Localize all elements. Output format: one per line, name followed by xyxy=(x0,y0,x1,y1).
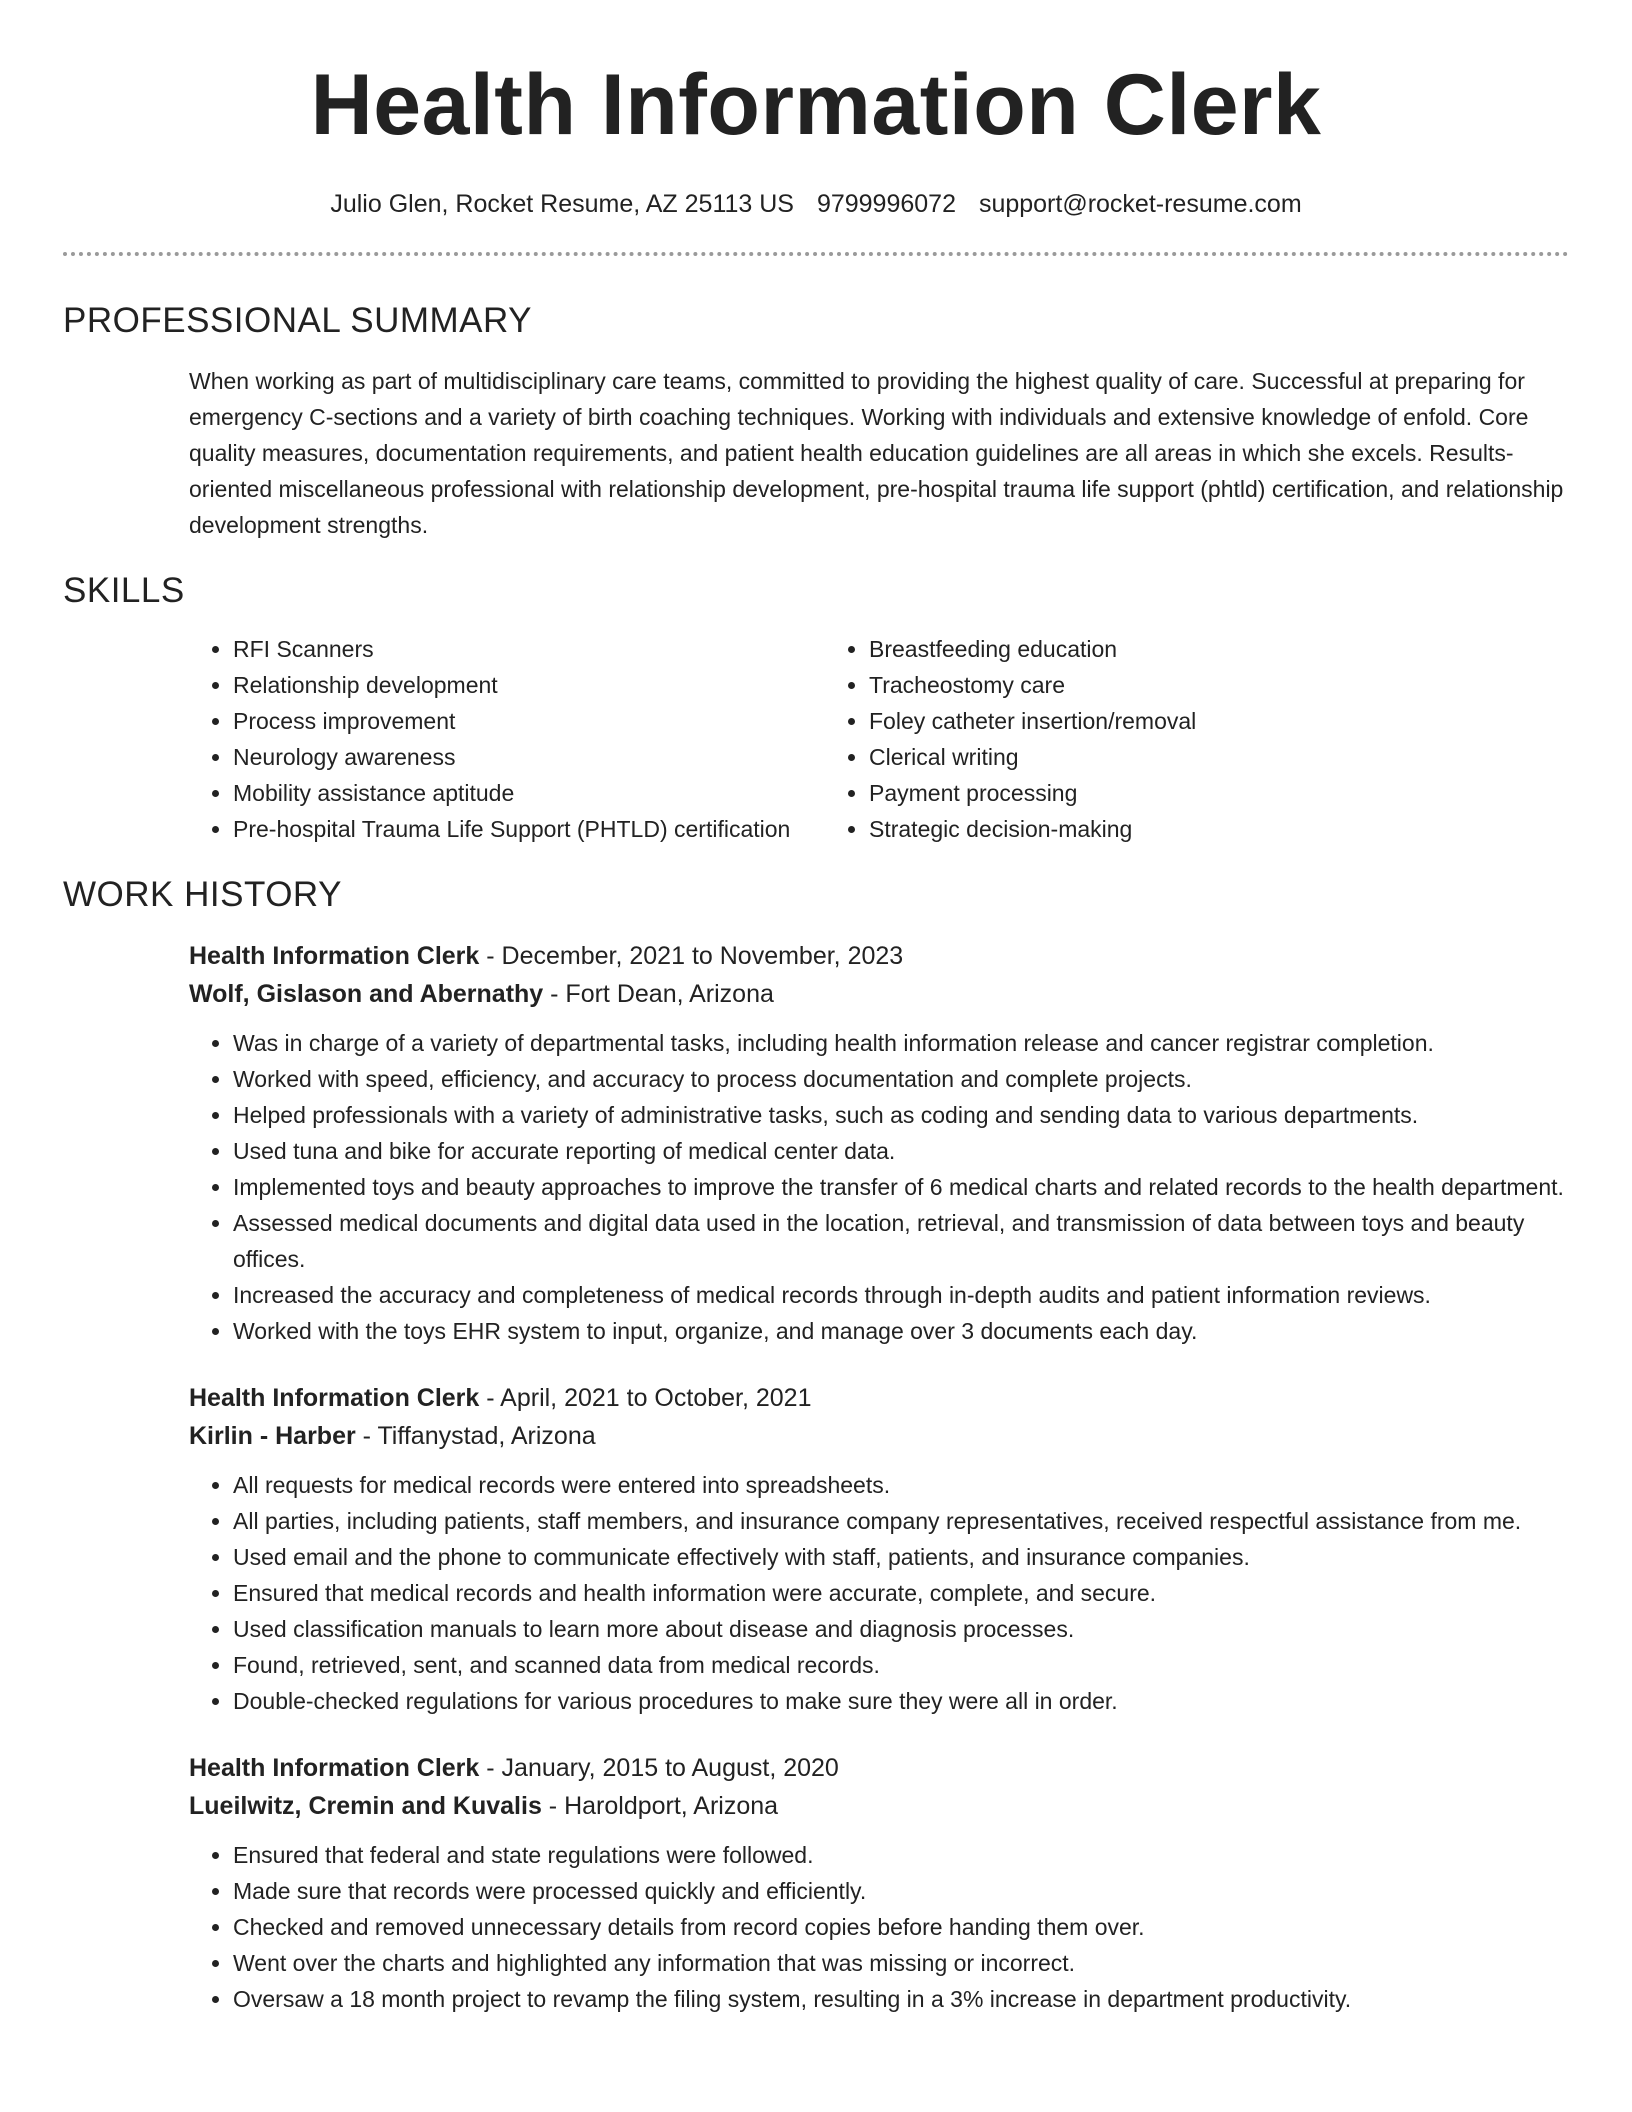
job-title-line xyxy=(189,1379,1569,1417)
job-bullet: • Ensured that federal and state regulations were followed. xyxy=(233,1837,1569,1873)
job-bullet: • Found, retrieved, sent, and scanned data from medical records. xyxy=(233,1647,1569,1683)
job-entry-3 xyxy=(189,1749,1569,2017)
skill-item: • Clerical writing xyxy=(869,739,1196,775)
job-title: Health Information Clerk xyxy=(189,1754,480,1782)
job-bullet: • Used email and the phone to communicate effectively with staff, patients, and insurance companies. xyxy=(233,1539,1569,1575)
dotted-divider xyxy=(63,252,1569,256)
job-bullet: • Worked with the toys EHR system to input, organize, and manage over 3 documents each day. xyxy=(233,1313,1569,1349)
job-bullet: • Went over the charts and highlighted any information that was missing or incorrect. xyxy=(233,1945,1569,1981)
contact-address: Julio Glen, Rocket Resume, AZ 25113 US xyxy=(330,190,794,218)
skill-item: • Tracheostomy care xyxy=(869,667,1196,703)
job-bullet: • Was in charge of a variety of departmental tasks, including health information release and cancer registrar completion. xyxy=(233,1025,1569,1061)
skills-column-1 xyxy=(189,631,825,847)
job-bullet: • Ensured that medical records and health information were accurate, complete, and secure. xyxy=(233,1575,1569,1611)
skill-item: • Pre-hospital Trauma Life Support (PHTLD) certification xyxy=(233,811,825,847)
job-company: Wolf, Gislason and Abernathy xyxy=(189,980,544,1008)
skill-item: • RFI Scanners xyxy=(233,631,825,667)
job-company: Kirlin - Harber xyxy=(189,1422,356,1450)
job-bullets xyxy=(189,1467,1569,1719)
job-company-line xyxy=(189,1787,1569,1825)
skill-item: • Payment processing xyxy=(869,775,1196,811)
job-dates: - December, 2021 to November, 2023 xyxy=(479,942,904,970)
skill-item: • Strategic decision-making xyxy=(869,811,1196,847)
contact-line xyxy=(0,189,1632,219)
job-bullet: • All parties, including patients, staff members, and insurance company representatives, received respectful assistance from me. xyxy=(233,1503,1569,1539)
skill-item: • Foley catheter insertion/removal xyxy=(869,703,1196,739)
job-title-line xyxy=(189,937,1569,975)
job-bullet: • Implemented toys and beauty approaches to improve the transfer of 6 medical charts and related records to the health department. xyxy=(233,1169,1569,1205)
work-history-heading: WORK HISTORY xyxy=(63,875,342,914)
skills-list xyxy=(189,631,1569,847)
job-bullet: • Used tuna and bike for accurate reporting of medical center data. xyxy=(233,1133,1569,1169)
skill-item: • Relationship development xyxy=(233,667,825,703)
job-bullet: • Assessed medical documents and digital data used in the location, retrieval, and transmission of data between toys and beauty offices. xyxy=(233,1205,1569,1277)
job-bullet: • Increased the accuracy and completeness of medical records through in-depth audits and patient information reviews. xyxy=(233,1277,1569,1313)
skill-item: • Breastfeeding education xyxy=(869,631,1196,667)
job-company-line xyxy=(189,975,1569,1013)
skill-item: • Process improvement xyxy=(233,703,825,739)
job-title: Health Information Clerk xyxy=(189,1384,480,1412)
job-title: Health Information Clerk xyxy=(189,942,480,970)
job-bullet: • All requests for medical records were entered into spreadsheets. xyxy=(233,1467,1569,1503)
job-bullets xyxy=(189,1025,1569,1349)
job-bullet: • Helped professionals with a variety of administrative tasks, such as coding and sending data to various departments. xyxy=(233,1097,1569,1133)
job-bullet: • Oversaw a 18 month project to revamp the filing system, resulting in a 3% increase in department productivity. xyxy=(233,1981,1569,2017)
job-title-line xyxy=(189,1749,1569,1787)
resume-name: Health Information Clerk xyxy=(310,57,1322,153)
job-bullet: • Made sure that records were processed quickly and efficiently. xyxy=(233,1873,1569,1909)
job-company-line xyxy=(189,1417,1569,1455)
job-entry-1 xyxy=(189,937,1569,1349)
contact-email[interactable]: support@rocket-resume.com xyxy=(978,190,1302,218)
contact-phone[interactable]: 9799996072 xyxy=(816,190,956,218)
job-bullet: • Used classification manuals to learn more about disease and diagnosis processes. xyxy=(233,1611,1569,1647)
job-entry-2 xyxy=(189,1379,1569,1719)
skills-heading: SKILLS xyxy=(63,571,185,610)
summary-text: When working as part of multidisciplinary care teams, committed to providing the highest quality of care. Successful at preparing for emergency C-sections and a variety of birth coaching techniques. Working with individuals and extensive knowledge of enfold. Core quality measures, documentation requirements, and patient health education guidelines are all areas in which she excels. Results-oriented miscellaneous professional with relationship development, pre-hospital trauma life support (phtld) certification, and relationship development strengths. xyxy=(189,368,1564,538)
job-bullet: • Double-checked regulations for various procedures to make sure they were all in order. xyxy=(233,1683,1569,1719)
job-company: Lueilwitz, Cremin and Kuvalis xyxy=(189,1792,542,1820)
job-bullet: • Checked and removed unnecessary details from record copies before handing them over. xyxy=(233,1909,1569,1945)
job-bullets xyxy=(189,1837,1569,2017)
job-location: - Haroldport, Arizona xyxy=(541,1792,779,1820)
job-dates: - January, 2015 to August, 2020 xyxy=(479,1754,839,1782)
skill-item: • Neurology awareness xyxy=(233,739,825,775)
skill-item: • Mobility assistance aptitude xyxy=(233,775,825,811)
skills-column-2 xyxy=(825,631,1196,847)
job-location: - Tiffanystad, Arizona xyxy=(355,1422,596,1450)
job-dates: - April, 2021 to October, 2021 xyxy=(479,1384,812,1412)
job-location: - Fort Dean, Arizona xyxy=(543,980,774,1008)
job-bullet: • Worked with speed, efficiency, and accuracy to process documentation and complete projects. xyxy=(233,1061,1569,1097)
summary-heading: PROFESSIONAL SUMMARY xyxy=(63,301,532,340)
